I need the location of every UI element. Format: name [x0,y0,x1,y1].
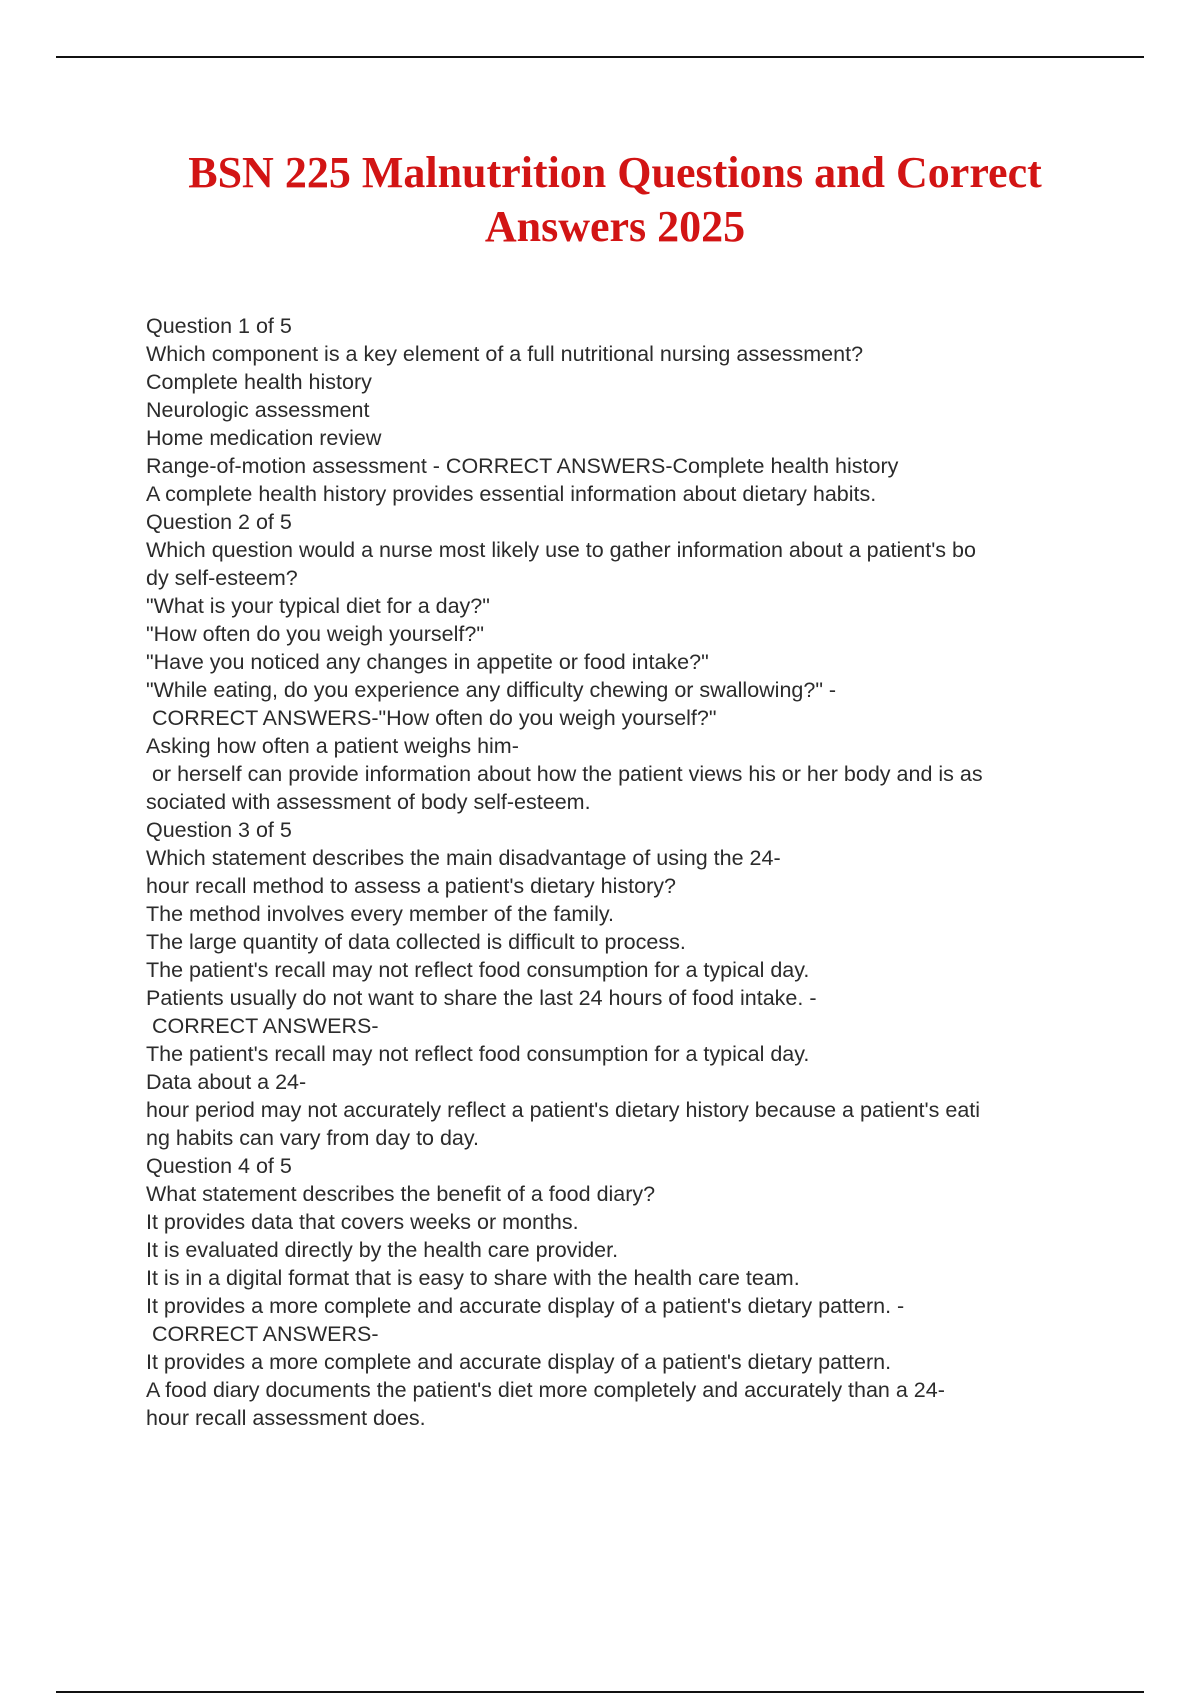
body-line: The patient's recall may not reflect food consumption for a typical day. [146,1042,810,1066]
body-line: or herself can provide information about how the patient views his or her body and is as [146,762,983,786]
body-line: Which statement describes the main disadvantage of using the 24- [146,846,781,870]
body-line: hour period may not accurately reflect a patient's dietary history because a patient's eati [146,1098,981,1122]
body-line: Home medication review [146,426,382,450]
body-line: A complete health history provides essential information about dietary habits. [146,482,877,506]
body-line: CORRECT ANSWERS- [146,1014,379,1038]
body-line: What statement describes the benefit of a food diary? [146,1182,656,1206]
body-line: "What is your typical diet for a day?" [146,594,490,618]
body-line: It is evaluated directly by the health care provider. [146,1238,619,1262]
body-line: "How often do you weigh yourself?" [146,622,484,646]
body-line: A food diary documents the patient's diet more completely and accurately than a 24- [146,1378,945,1402]
body-line: Data about a 24- [146,1070,307,1094]
body-line: Question 3 of 5 [146,818,292,842]
body-line: Which question would a nurse most likely use to gather information about a patient's bo [146,538,976,562]
body-line: It provides a more complete and accurate display of a patient's dietary pattern. [146,1350,892,1374]
body-line: hour recall assessment does. [146,1406,426,1430]
body-line: It provides data that covers weeks or months. [146,1210,579,1234]
body-line: Patients usually do not want to share the last 24 hours of food intake. - [146,986,817,1010]
document-body [146,312,1096,1432]
body-line: The patient's recall may not reflect food consumption for a typical day. [146,958,810,982]
body-line: Which component is a key element of a full nutritional nursing assessment? [146,342,864,366]
body-line: "Have you noticed any changes in appetite or food intake?" [146,650,709,674]
body-line: The method involves every member of the family. [146,902,615,926]
document-title: BSN 225 Malnutrition Questions and Correct Answers 2025 [188,148,1042,251]
body-line: It is in a digital format that is easy to share with the health care team. [146,1266,800,1290]
body-line: Question 2 of 5 [146,510,292,534]
body-line: hour recall method to assess a patient's dietary history? [146,874,676,898]
body-line: Neurologic assessment [146,398,370,422]
body-line: ng habits can vary from day to day. [146,1126,480,1150]
body-line: Question 4 of 5 [146,1154,292,1178]
body-line: CORRECT ANSWERS-"How often do you weigh yourself?" [146,706,717,730]
body-line: sociated with assessment of body self-esteem. [146,790,591,814]
body-line: Range-of-motion assessment - CORRECT ANSWERS-Complete health history [146,454,899,478]
body-line: It provides a more complete and accurate display of a patient's dietary pattern. - [146,1294,905,1318]
body-line: Asking how often a patient weighs him- [146,734,519,758]
header-rule [56,56,1144,58]
body-line: "While eating, do you experience any difficulty chewing or swallowing?" - [146,678,837,702]
body-line: The large quantity of data collected is difficult to process. [146,930,686,954]
body-line: Question 1 of 5 [146,314,292,338]
footer-rule [56,1691,1144,1693]
body-line: Complete health history [146,370,372,394]
body-line: dy self-esteem? [146,566,298,590]
body-line: CORRECT ANSWERS- [146,1322,379,1346]
